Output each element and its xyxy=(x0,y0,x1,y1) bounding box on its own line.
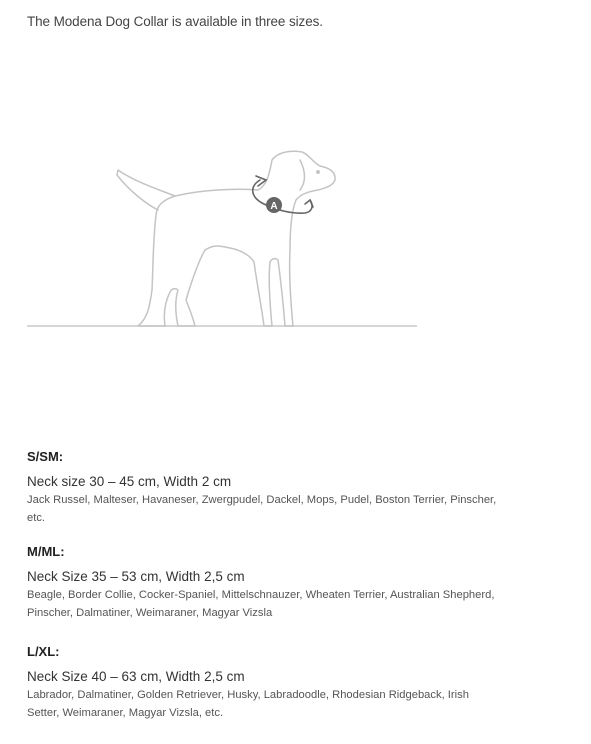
breed-list: Jack Russel, Malteser, Havaneser, Zwergpudel, Dackel, Mops, Pudel, Boston Terrier, Pinscher, etc. xyxy=(27,494,497,524)
size-block-m xyxy=(27,544,497,622)
size-block-s xyxy=(27,449,497,527)
dog-illustration xyxy=(0,130,591,340)
size-label: M/ML: xyxy=(27,544,65,559)
measure-marker-label: A xyxy=(270,201,278,212)
breed-list: Labrador, Dalmatiner, Golden Retriever, Husky, Labradoodle, Rhodesian Ridgeback, Irish Setter, Weimaraner, Magyar Vizsla, etc. xyxy=(27,689,469,719)
dog-outline xyxy=(117,151,335,326)
neck-size: Neck Size 35 – 53 cm, Width 2,5 cm xyxy=(27,569,245,584)
breed-list: Beagle, Border Collie, Cocker-Spaniel, Mittelschnauzer, Wheaten Terrier, Australian Shepherd, Pinscher, Dalmatiner, Weimaraner, Magyar Vizsla xyxy=(27,589,495,619)
intro-text: The Modena Dog Collar is available in three sizes. xyxy=(27,14,323,29)
size-label: L/XL: xyxy=(27,644,60,659)
size-label: S/SM: xyxy=(27,449,64,464)
neck-size: Neck Size 40 – 63 cm, Width 2,5 cm xyxy=(27,669,245,684)
size-block-l xyxy=(27,644,497,722)
neck-size: Neck size 30 – 45 cm, Width 2 cm xyxy=(27,474,232,489)
